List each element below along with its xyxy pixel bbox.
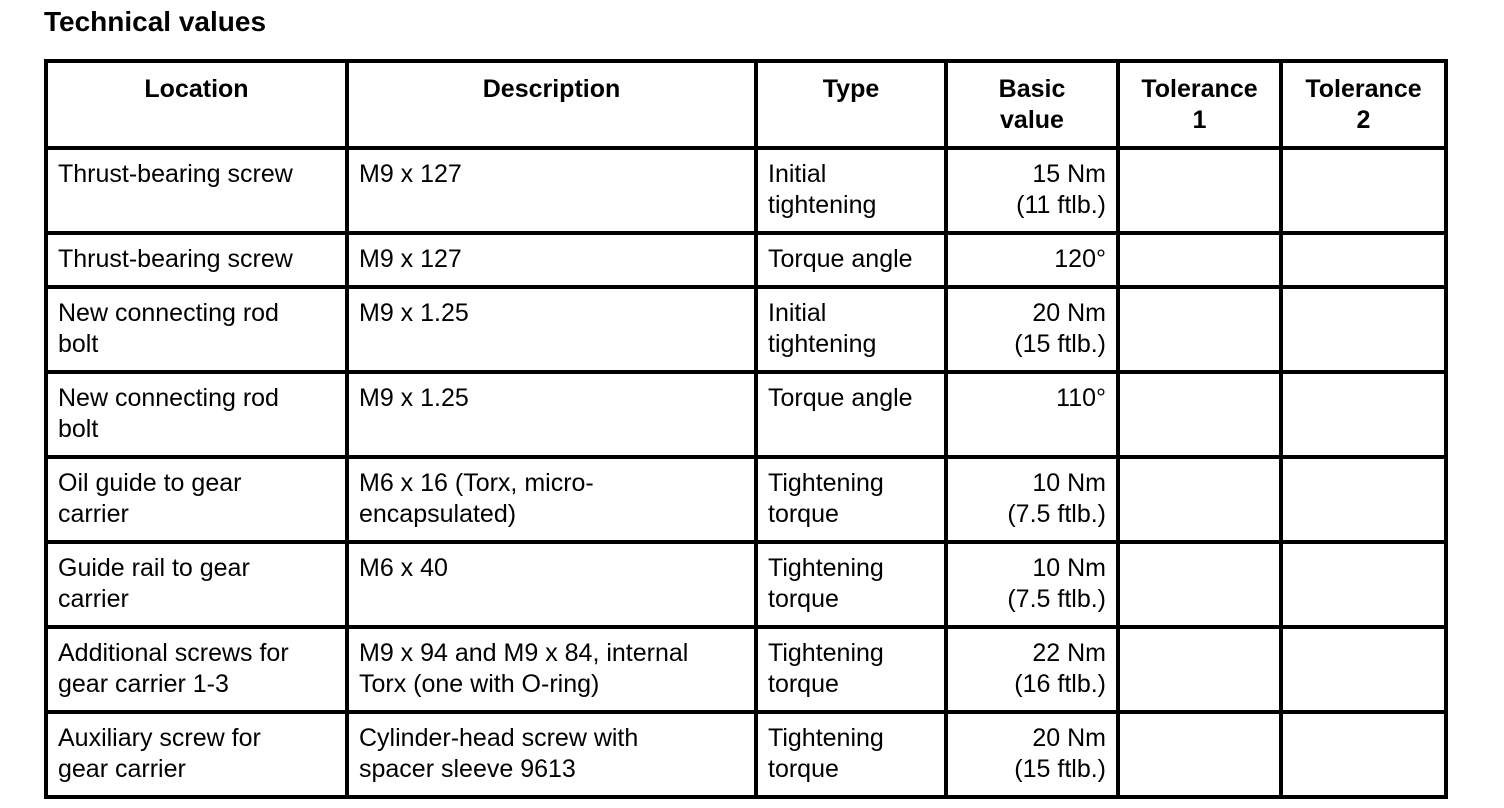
location-cell bbox=[46, 287, 347, 372]
table-row bbox=[46, 712, 1446, 797]
table-body bbox=[46, 148, 1446, 797]
table-row bbox=[46, 287, 1446, 372]
cell-line: Initial bbox=[768, 160, 827, 188]
tolerance-2-cell bbox=[1281, 542, 1446, 627]
table-header bbox=[46, 61, 1446, 148]
basic-value-cell bbox=[946, 457, 1118, 542]
cell-line: M9 x 1.25 bbox=[359, 384, 469, 412]
cell-line: encapsulated) bbox=[359, 500, 517, 528]
cell-line: Thrust-bearing screw bbox=[58, 245, 293, 273]
header-line: value bbox=[1000, 106, 1064, 134]
cell-line: 110° bbox=[1056, 384, 1106, 412]
tolerance-1-cell bbox=[1118, 233, 1281, 287]
header-line: Location bbox=[144, 75, 249, 103]
cell-line: spacer sleeve 9613 bbox=[359, 755, 576, 783]
cell-line: Initial bbox=[768, 299, 827, 327]
tolerance-1-cell bbox=[1118, 148, 1281, 233]
tolerance-1-cell bbox=[1118, 712, 1281, 797]
cell-line: New connecting rod bbox=[58, 299, 279, 327]
cell-line: New connecting rod bbox=[58, 384, 279, 412]
type-cell bbox=[756, 542, 946, 627]
cell-line: tightening bbox=[768, 330, 877, 358]
cell-line: Tightening bbox=[768, 639, 884, 667]
location-cell bbox=[46, 457, 347, 542]
table-row bbox=[46, 542, 1446, 627]
type-cell bbox=[756, 627, 946, 712]
tolerance-2-cell bbox=[1281, 148, 1446, 233]
cell-line: 10 Nm bbox=[1032, 554, 1106, 582]
description-cell bbox=[347, 372, 756, 457]
cell-line: Torx (one with O-ring) bbox=[359, 670, 600, 698]
cell-line: tightening bbox=[768, 191, 877, 219]
cell-line: 22 Nm bbox=[1032, 639, 1106, 667]
tolerance-2-cell bbox=[1281, 712, 1446, 797]
cell-line: Tightening bbox=[768, 554, 884, 582]
basic-value-cell bbox=[946, 233, 1118, 287]
location-cell bbox=[46, 233, 347, 287]
cell-line: torque bbox=[768, 585, 839, 613]
header-row bbox=[46, 61, 1446, 148]
cell-line: gear carrier bbox=[58, 755, 186, 783]
cell-line: Oil guide to gear bbox=[58, 469, 242, 497]
tolerance-1-cell bbox=[1118, 457, 1281, 542]
basic-value-cell bbox=[946, 148, 1118, 233]
cell-line: M9 x 94 and M9 x 84, internal bbox=[359, 639, 689, 667]
header-line: Tolerance bbox=[1141, 75, 1258, 103]
cell-line: bolt bbox=[58, 415, 99, 443]
cell-line: carrier bbox=[58, 585, 129, 613]
table-row bbox=[46, 372, 1446, 457]
cell-line: (16 ftlb.) bbox=[1014, 670, 1106, 698]
tolerance-1-cell bbox=[1118, 542, 1281, 627]
cell-line: torque bbox=[768, 755, 839, 783]
cell-line: carrier bbox=[58, 500, 129, 528]
cell-line: 10 Nm bbox=[1032, 469, 1106, 497]
description-cell bbox=[347, 627, 756, 712]
cell-line: (15 ftlb.) bbox=[1014, 755, 1106, 783]
cell-line: Tightening bbox=[768, 724, 884, 752]
location-cell bbox=[46, 148, 347, 233]
tolerance-1-cell bbox=[1118, 287, 1281, 372]
column-header-description bbox=[347, 61, 756, 148]
basic-value-cell bbox=[946, 627, 1118, 712]
cell-line: Torque angle bbox=[768, 245, 913, 273]
technical-values-table bbox=[44, 59, 1448, 799]
basic-value-cell bbox=[946, 287, 1118, 372]
column-header-tolerance-2 bbox=[1281, 61, 1446, 148]
cell-line: M6 x 16 (Torx, micro- bbox=[359, 469, 594, 497]
type-cell bbox=[756, 148, 946, 233]
cell-line: 15 Nm bbox=[1032, 160, 1106, 188]
page-title: Technical values bbox=[44, 6, 267, 37]
description-cell bbox=[347, 712, 756, 797]
cell-line: torque bbox=[768, 670, 839, 698]
cell-line: bolt bbox=[58, 330, 99, 358]
type-cell bbox=[756, 233, 946, 287]
type-cell bbox=[756, 372, 946, 457]
cell-line: (15 ftlb.) bbox=[1014, 330, 1106, 358]
table-row bbox=[46, 233, 1446, 287]
header-line: 2 bbox=[1356, 106, 1371, 134]
cell-line: Thrust-bearing screw bbox=[58, 160, 293, 188]
cell-line: M9 x 1.25 bbox=[359, 299, 469, 327]
cell-line: M9 x 127 bbox=[359, 160, 462, 188]
location-cell bbox=[46, 712, 347, 797]
cell-line: Torque angle bbox=[768, 384, 913, 412]
cell-line: 20 Nm bbox=[1032, 724, 1106, 752]
tolerance-1-cell bbox=[1118, 627, 1281, 712]
header-line: 1 bbox=[1192, 106, 1207, 134]
column-header-location bbox=[46, 61, 347, 148]
tolerance-2-cell bbox=[1281, 287, 1446, 372]
cell-line: M6 x 40 bbox=[359, 554, 448, 582]
cell-line: (7.5 ftlb.) bbox=[1007, 500, 1106, 528]
basic-value-cell bbox=[946, 712, 1118, 797]
description-cell bbox=[347, 148, 756, 233]
description-cell bbox=[347, 287, 756, 372]
tolerance-2-cell bbox=[1281, 233, 1446, 287]
column-header-tolerance-1 bbox=[1118, 61, 1281, 148]
cell-line: Additional screws for bbox=[58, 639, 289, 667]
cell-line: torque bbox=[768, 500, 839, 528]
tolerance-2-cell bbox=[1281, 372, 1446, 457]
cell-line: 120° bbox=[1054, 245, 1106, 273]
table-row bbox=[46, 627, 1446, 712]
description-cell bbox=[347, 542, 756, 627]
tolerance-2-cell bbox=[1281, 457, 1446, 542]
table-row bbox=[46, 457, 1446, 542]
tolerance-1-cell bbox=[1118, 372, 1281, 457]
cell-line: (11 ftlb.) bbox=[1016, 191, 1106, 219]
location-cell bbox=[46, 372, 347, 457]
type-cell bbox=[756, 287, 946, 372]
cell-line: Cylinder-head screw with bbox=[359, 724, 639, 752]
cell-line: 20 Nm bbox=[1032, 299, 1106, 327]
header-line: Basic bbox=[998, 75, 1066, 103]
cell-line: gear carrier 1-3 bbox=[58, 670, 229, 698]
type-cell bbox=[756, 457, 946, 542]
type-cell bbox=[756, 712, 946, 797]
basic-value-cell bbox=[946, 372, 1118, 457]
header-line: Description bbox=[482, 75, 621, 103]
header-line: Type bbox=[822, 75, 880, 103]
location-cell bbox=[46, 627, 347, 712]
location-cell bbox=[46, 542, 347, 627]
cell-line: Auxiliary screw for bbox=[58, 724, 261, 752]
table-row bbox=[46, 148, 1446, 233]
description-cell bbox=[347, 457, 756, 542]
description-cell bbox=[347, 233, 756, 287]
basic-value-cell bbox=[946, 542, 1118, 627]
cell-line: Guide rail to gear bbox=[58, 554, 250, 582]
cell-line: Tightening bbox=[768, 469, 884, 497]
column-header-basic-value bbox=[946, 61, 1118, 148]
cell-line: M9 x 127 bbox=[359, 245, 462, 273]
header-line: Tolerance bbox=[1305, 75, 1422, 103]
column-header-type bbox=[756, 61, 946, 148]
cell-line: (7.5 ftlb.) bbox=[1007, 585, 1106, 613]
tolerance-2-cell bbox=[1281, 627, 1446, 712]
